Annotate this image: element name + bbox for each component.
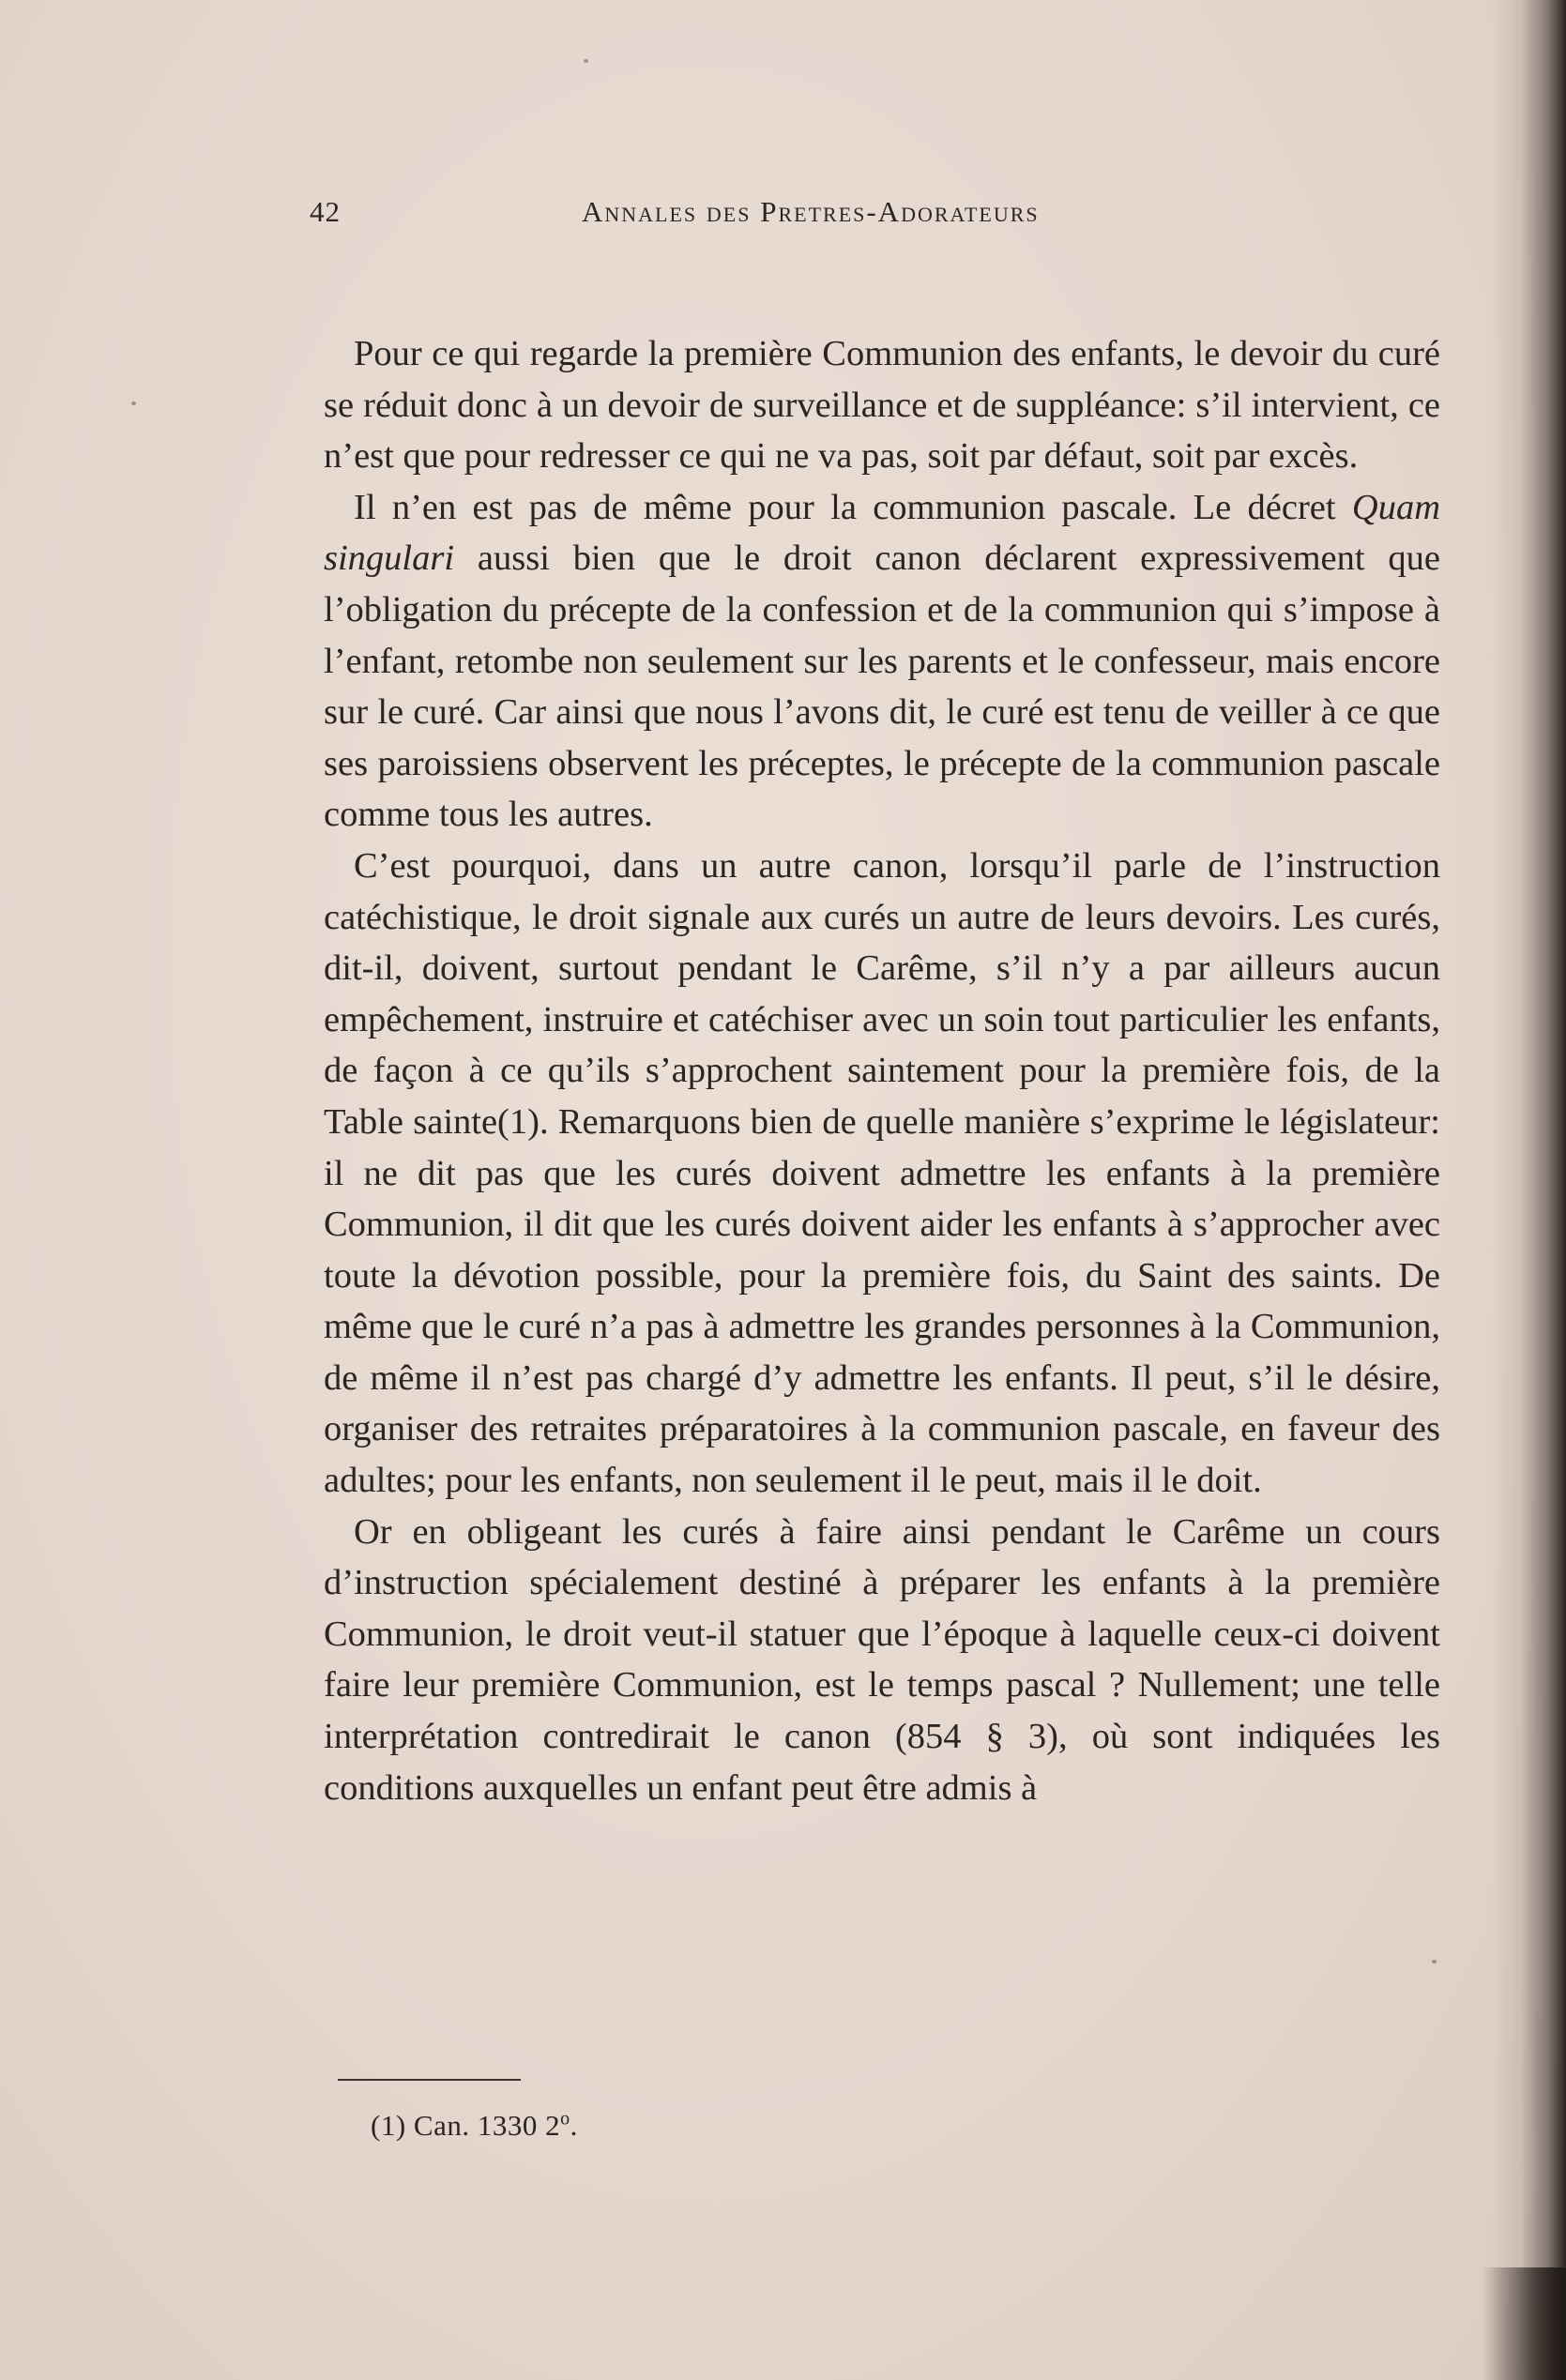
footnote — [371, 2109, 578, 2143]
footnote-superscript: o — [560, 2108, 570, 2130]
paragraph-1: Pour ce qui regarde la première Communion des enfants, le devoir du curé se réduit donc à un devoir de surveillance et de suppléance: s’il intervient, ce n’est que pour redresser ce qui ne va pas, soit par défaut, soit par excès. — [324, 334, 1440, 477]
footnote-end: . — [570, 2109, 578, 2142]
paper-speck — [1432, 1960, 1437, 1963]
paper-speck — [131, 402, 136, 405]
paragraph-4: Or en obligeant les curés à faire ainsi pendant le Carême un cours d’instruction spécialement destiné à préparer les enfants à la première Communion, le droit veut-il statuer que l’époque à laquelle ceux-ci doivent faire leur première Communion, est le temps pascal ? Nullement; une telle interprétation contredirait le canon (854 § 3), où sont indiquées les conditions auxquelles un enfant peut être admis à — [324, 1511, 1440, 1808]
footnote-text: (1) Can. 1330 2 — [371, 2109, 561, 2142]
page-corner-shadow — [1482, 2267, 1566, 2380]
paragraph-3: C’est pourquoi, dans un autre canon, lorsqu’il parle de l’instruction catéchistique, le droit signale aux curés un autre de leurs devoirs. Les curés, dit-il, doivent, surtout pendant le Carême, s’il n’y a par ailleurs aucun empêchement, instruire et catéchiser avec un soin tout particulier les enfants, de façon à ce qu’ils s’approchent saintement pour la première fois, de la Table sainte(1). Remarquons bien de quelle manière s’exprime le législateur: il ne dit pas que les curés doivent admettre les enfants à la première Communion, il dit que les curés doivent aider les enfants à s’approcher avec toute la dévotion possible, pour la première fois, du Saint des saints. De même que le curé n’a pas à admettre les grandes personnes à la Communion, de même il n’est pas chargé d’y admettre les enfants. Il peut, s’il le désire, organiser des retraites préparatoires à la communion pascale, en faveur des adultes; pour les enfants, non seulement il le peut, mais il le doit. — [324, 845, 1440, 1501]
paper-speck — [584, 59, 588, 63]
decree-title: Quam singulari — [324, 487, 1440, 579]
footnote-divider — [338, 2079, 521, 2081]
running-title: Annales des Pretres-Adorateurs — [582, 195, 1040, 228]
page-edge-shadow — [1491, 0, 1566, 2380]
paragraph-2-start: Il n’en est pas de même pour la communion pascale. Le décret — [354, 487, 1352, 527]
body-text — [324, 328, 1440, 1813]
paragraph-2-rest: aussi bien que le droit canon déclarent expressivement que l’obligation du précepte de la confession et de la communion qui s’impose à l’enfant, retombe non seulement sur les parents et le confesseur, mais encore sur le curé. Car ainsi que nous l’avons dit, le curé est tenu de veiller à ce que ses paroissiens observent les préceptes, le précepte de la communion pascale comme tous les autres. — [324, 538, 1440, 835]
page-number: 42 — [310, 195, 341, 228]
paragraph-2 — [324, 482, 1440, 841]
page-header — [310, 195, 1445, 242]
